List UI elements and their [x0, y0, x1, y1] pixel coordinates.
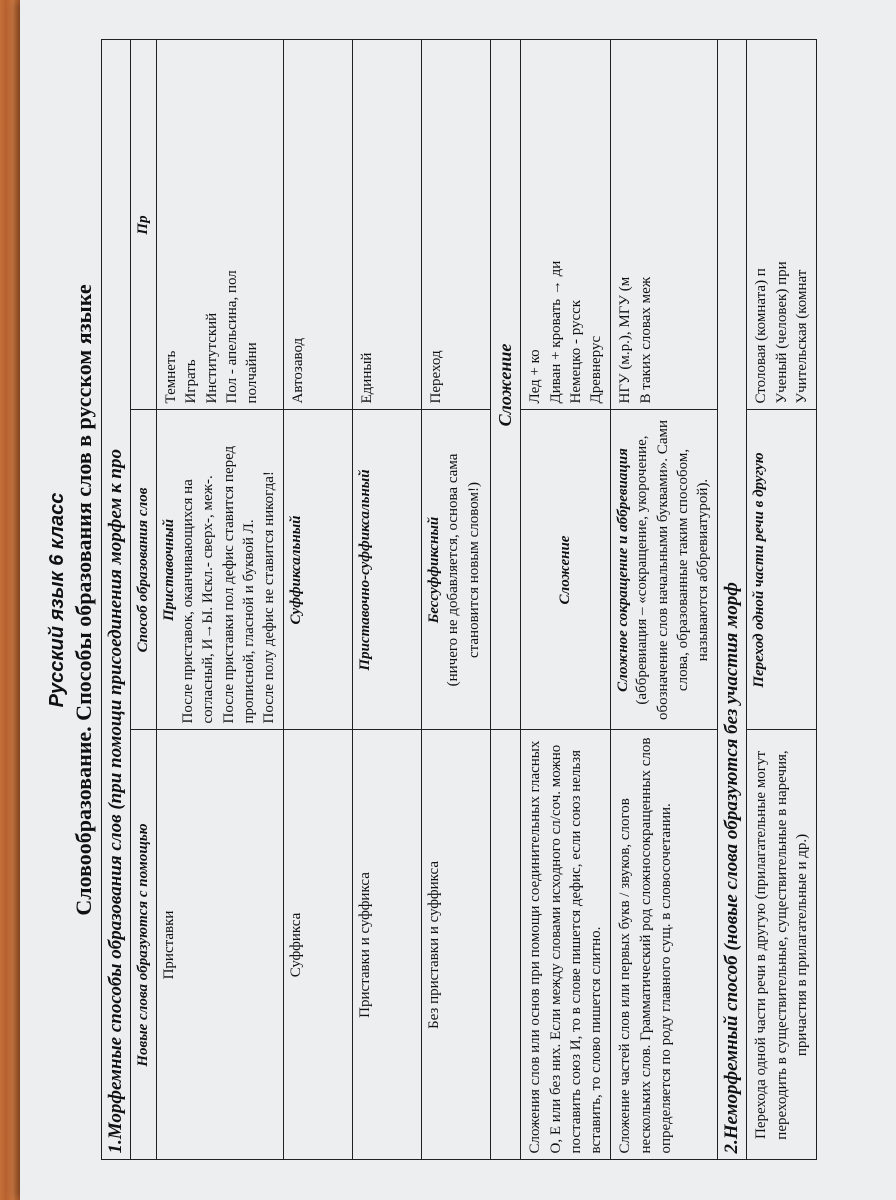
subheader-empty: [491, 730, 521, 1160]
col-header-method: Способ образования слов: [131, 410, 157, 730]
table-row: [747, 40, 817, 1160]
example-item: полчайни: [244, 342, 260, 404]
section1-title-row: [102, 40, 131, 1160]
method-cell: Сложение: [521, 410, 611, 730]
col-header-examples: Пр: [131, 40, 157, 410]
examples-cell: [157, 40, 284, 410]
section2-title: 2.Неморфемный способ (новые слова образуются без участия морф: [718, 40, 747, 1160]
col-header-means: Новые слова образуются с помощью: [131, 730, 157, 1160]
means-cell: Приставки: [157, 730, 284, 1160]
example-item: Переход: [428, 350, 445, 404]
examples-cell: [747, 40, 817, 410]
rule-note: После полу дефис не ставится никогда!: [261, 471, 277, 724]
word-formation-table: [101, 40, 817, 1161]
examples-cell: [422, 40, 491, 410]
section2-title-row: [718, 40, 747, 1160]
table-row: [521, 40, 611, 1160]
means-cell: Без приставки и суффикса: [422, 730, 491, 1160]
examples-cell: [611, 40, 718, 410]
document-header: [40, 20, 97, 1180]
example-item: Немецко - русск: [567, 299, 584, 404]
example-item: Древнерус: [588, 335, 604, 404]
table-row: [157, 40, 284, 1160]
example-item: Играть: [183, 359, 200, 404]
rotated-content: [40, 20, 876, 1180]
method-name: Бессуффиксный: [426, 516, 443, 624]
examples-cell: [521, 40, 611, 410]
method-cell: Приставочно-суффиксальный: [353, 410, 422, 730]
worksheet-page: [20, 0, 896, 1200]
example-item: Диван + кровать → ди: [547, 260, 564, 404]
method-cell: [422, 410, 491, 730]
examples-cell: [353, 40, 422, 410]
examples-cell: [284, 40, 353, 410]
rule-note: После приставки пол дефис ставится перед прописной, гласной и буквой Л.: [220, 445, 257, 724]
method-cell: [157, 410, 284, 730]
method-name: Приставочный: [161, 519, 177, 621]
example-item: Учительская (комнат: [793, 269, 810, 404]
method-cell: Переход одной части речи в другую: [747, 410, 817, 730]
rule-note: После приставок, оканчивающихся на согласный, И→Ы. Искл.- сверх-, меж-.: [180, 475, 217, 724]
method-name: Сложное сокращение и аббревиация: [615, 448, 632, 692]
rule-note: (аббревиация – «сокращение, укорочение, обозначение слов начальными буквами». Сами слова, образованные таким способом, называются аббревиатурой).: [634, 420, 711, 720]
example-item: Автозавод: [290, 337, 307, 404]
compound-subheader: Сложение: [491, 40, 521, 730]
table-row: [284, 40, 353, 1160]
example-item: Единый: [359, 352, 376, 404]
table-row: [611, 40, 718, 1160]
example-item: НГУ (м.р.), МГУ (м: [617, 276, 634, 404]
means-cell: Сложение частей слов или первых букв / звуков, слогов нескольких слов. Грамматический род сложносокращенных слов определяется по роду главного сущ. в словосочетании.: [611, 730, 718, 1160]
section1-title: 1.Морфемные способы образования слов (при помощи присоединения морфем к про: [102, 40, 131, 1160]
class-title: Русский язык 6 класс: [46, 492, 68, 708]
table-row: [422, 40, 491, 1160]
compound-subheader-row: [491, 40, 521, 1160]
rule-note: (ничего не добавляется, основа сама становится новым словом!): [445, 453, 482, 687]
example-item: Столовая (комната) п: [753, 268, 770, 404]
example-item: Пол - апельсина, пол: [223, 270, 240, 404]
method-cell: Суффиксальный: [284, 410, 353, 730]
example-item: Темнеть: [163, 350, 179, 404]
topic-title: Словообразование. Способы образования слов в русском языке: [71, 284, 96, 916]
example-item: Ученый (человек) при: [773, 261, 790, 404]
method-cell: [611, 410, 718, 730]
means-cell: Сложения слов или основ при помощи соединительных гласных О, Е или без них. Если между словами исходного сл/соч. можно поставить союз И, то в слове пишется дефис, если союз нельзя вставить, то слово пишется слитно.: [521, 730, 611, 1160]
means-cell: Суффикса: [284, 730, 353, 1160]
example-item: Лед + ко: [527, 349, 544, 404]
example-item: Институтский: [203, 312, 220, 404]
means-cell: Перехода одной части речи в другую (прилагательные могут переходить в существительные, существительные в наречия, причастия в прилагательные и др.): [747, 730, 817, 1160]
table-row: [353, 40, 422, 1160]
example-item: В таких словах меж: [637, 276, 654, 404]
means-cell: Приставки и суффикса: [353, 730, 422, 1160]
column-header-row: [131, 40, 157, 1160]
